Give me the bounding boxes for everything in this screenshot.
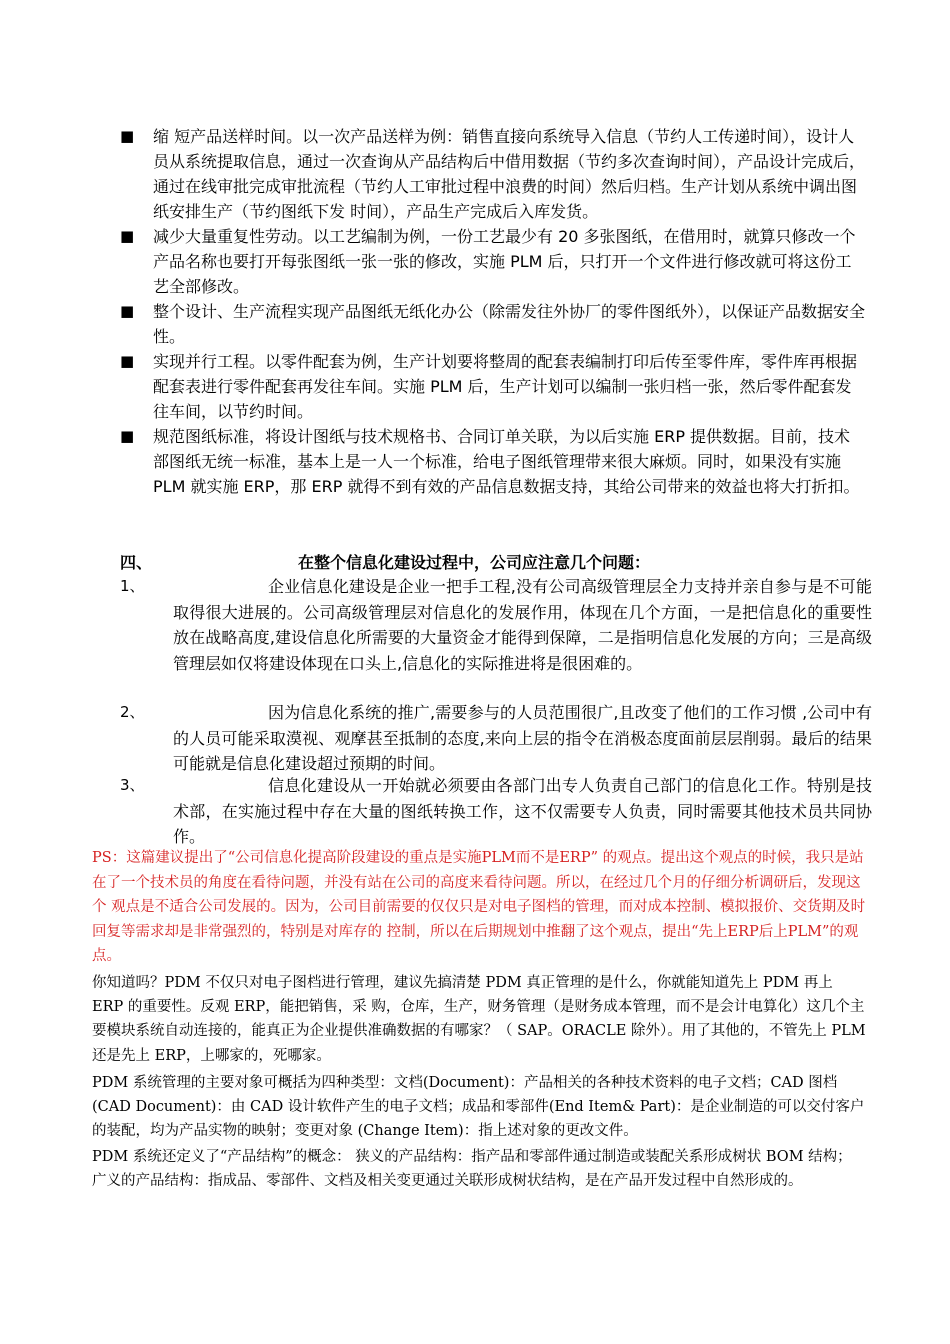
bullet-text: 缩 短产品送样时间。以一次产品送样为例：销售直接向系统导入信息（节约人工传递时间），设计人员从系统提取信息，通过一次查询从产品结构后中借用数据（节约多次查询时间），产品设计完成后，通过在线审批完成审批流程（节约人工审批过程中浪费的时间）然后归档。生产计划从系统中调出图纸安排生产（节约图纸下发 时间），产品生产完成后入库发货。 (153, 127, 866, 221)
ps-note: PS：这篇建议提出了“公司信息化提高阶段建设的重点是实施PLM而不是ERP” 的观点。提出这个观点的时候，我只是站在了一个技术员的角度在看待问题，并没有站在公司的高度来看待问题。所以，在经过几个月的仔细分析调研后，发现这个 观点是不适合公司发展的。因为，公司目前需要的仅仅只是对电子图档的管理，而对成本控制、模拟报价、交货期及时回复等需求却是非常强烈的，特别是对库存的 控制，所以在后期规划中推翻了这个观点，提出“先上ERP后上PLM”的观点。 (92, 850, 866, 964)
bullet-item (120, 224, 865, 299)
square-bullet-icon: ■ (120, 227, 135, 245)
bullet-item (120, 424, 865, 499)
numbered-item (120, 574, 872, 676)
section-title: 在整个信息化建设过程中，公司应注意几个问题： (298, 553, 651, 572)
item-number: 1、 (120, 577, 145, 595)
bullet-item (120, 299, 865, 349)
bullet-text: 实现并行工程。以零件配套为例，生产计划要将整周的配套表编制打印后传至零件库，零件库再根据配套表进行零件配套再发往车间。实施 PLM 后，生产计划可以编制一张归档一张，然后零件配套发往车间，以节约时间。 (153, 352, 858, 421)
item-text: 信息化建设从一开始就必须要由各部门出专人负责自己部门的信息化工作。特别是技术部，在实施过程中存在大量的图纸转换工作，这不仅需要专人负责，同时需要其他技术员共同协作。 (173, 776, 872, 846)
item-text: 企业信息化建设是企业一把手工程,没有公司高级管理层全力支持并亲自参与是不可能取得很大进展的。公司高级管理层对信息化的发展作用，体现在几个方面，一是把信息化的重要性放在战略高度,建设信息化所需要的大量资金才能得到保障，二是指明信息化发展的方向；三是高级管理层如仅将建设体现在口头上,信息化的实际推进将是很困难的。 (173, 577, 872, 673)
bullet-text: 规范图纸标准，将设计图纸与技术规格书、合同订单关联，为以后实施 ERP 提供数据。目前，技术部图纸无统一标准，基本上是一人一个标准，给电子图纸管理带来很大麻烦。同时，如果没有实施 PLM 就实施 ERP，那 ERP 就得不到有效的产品信息数据支持，其给公司带来的效益也将大打折扣。 (153, 427, 860, 496)
numbered-item (120, 700, 872, 777)
body-paragraph: PDM 系统管理的主要对象可概括为四种类型：文档(Document)：产品相关的各种技术资料的电子文档；CAD 图档(CAD Document)：由 CAD 设计软件产生的电子文档；成品和零部件(End Item& Part)：是企业制造的可以交付客户的装配，均为产品实物的映射；变更对象 (Change Item)：指上述对象的更改文件。 (92, 1075, 865, 1140)
bullet-text: 整个设计、生产流程实现产品图纸无纸化办公（除需发往外协厂的零件图纸外），以保证产品数据安全性。 (153, 302, 866, 346)
square-bullet-icon: ■ (120, 302, 135, 320)
item-number: 3、 (120, 776, 145, 794)
square-bullet-icon: ■ (120, 427, 135, 445)
item-text: 因为信息化系统的推广,需要参与的人员范围很广,且改变了他们的工作习惯 ,公司中有的人员可能采取漠视、观摩甚至抵制的态度,来向上层的指令在消极态度面前层层削弱。最后的结果可能就是信息化建设超过预期的时间。 (173, 703, 872, 773)
bullet-item (120, 349, 865, 424)
body-paragraph: PDM 系统还定义了“产品结构”的概念： 狭义的产品结构：指产品和零部件通过制造或装配关系形成树状 BOM 结构；广义的产品结构：指成品、零部件、文档及相关变更通过关联形成树状结构，是在产品开发过程中自然形成的。 (92, 1149, 852, 1190)
numbered-item (120, 773, 872, 850)
square-bullet-icon: ■ (120, 352, 135, 370)
body-paragraph: 你知道吗？PDM 不仅只对电子图档进行管理，建议先搞清楚 PDM 真正管理的是什么，你就能知道先上 PDM 再上 ERP 的重要性。反观 ERP，能把销售，采 购，仓库，生产，财务管理（是财务成本管理，而不是会计电算化）这几个主要模块系统自动连接的，能真正为企业提供准确数据的有哪家？（ SAP。ORACLE 除外）。用了其他的，不管先上 PLM 还是先上 ERP，上哪家的，死哪家。 (92, 975, 866, 1064)
benefit-bullet-list (120, 124, 865, 499)
square-bullet-icon: ■ (120, 127, 135, 145)
bullet-text: 减少大量重复性劳动。以工艺编制为例，一份工艺最少有 20 多张图纸，在借用时，就算只修改一个产品名称也要打开每张图纸一张一张的修改，实施 PLM 后，只打开一个文件进行修改就可将这份工艺全部修改。 (153, 227, 856, 296)
item-number: 2、 (120, 703, 145, 721)
section-number: 四、 (120, 553, 153, 572)
bullet-item (120, 124, 865, 224)
